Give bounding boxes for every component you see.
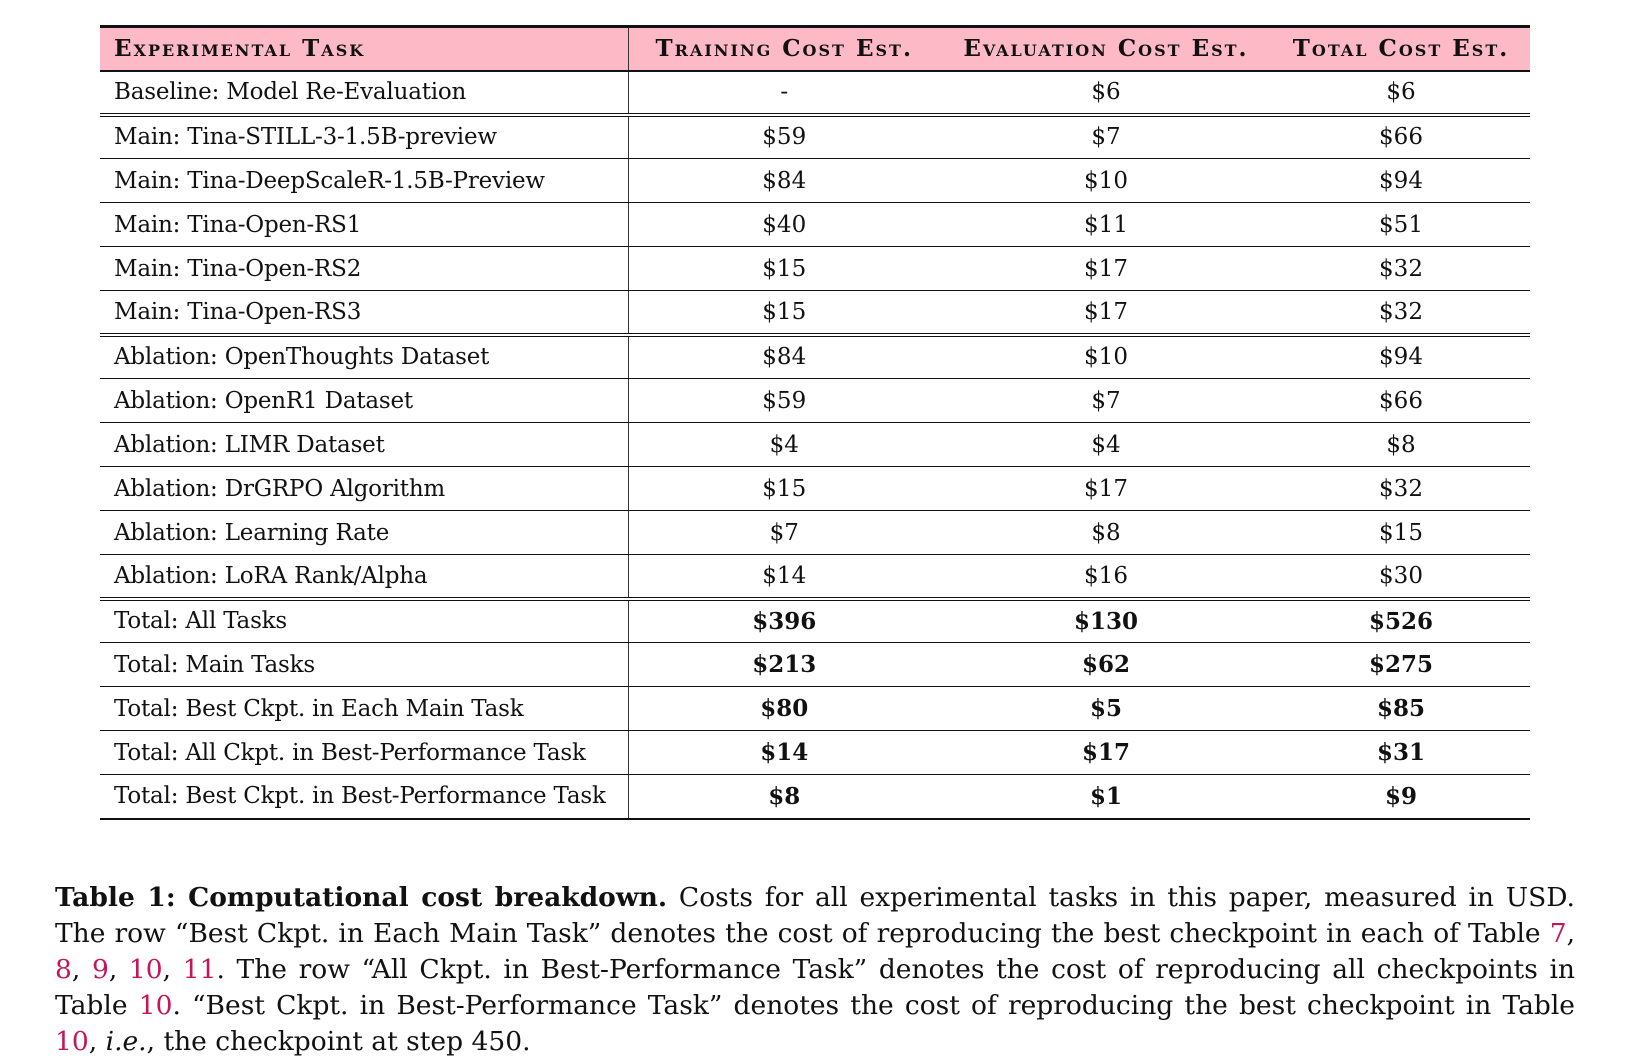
caption-text: , the checkpoint at step 450. [146,1026,531,1057]
evaluation-cost-cell: $17 [940,247,1272,291]
total-cost-cell: $275 [1272,643,1530,687]
caption-label: Table 1: Computational cost breakdown. [55,882,668,913]
caption-separator: , [162,954,183,985]
training-cost-cell: $84 [628,335,940,379]
table-ref-link[interactable]: 10 [138,990,173,1021]
table-ref-link[interactable]: 8 [55,954,72,985]
total-cost-cell: $32 [1272,291,1530,335]
table-row [100,423,1530,467]
evaluation-cost-cell: $6 [940,71,1272,115]
table-row [100,335,1530,379]
cost-table-container [100,25,1530,820]
task-cell: Ablation: LoRA Rank/Alpha [100,555,628,599]
total-cost-cell: $94 [1272,159,1530,203]
training-cost-cell: $213 [628,643,940,687]
training-cost-cell: $15 [628,247,940,291]
evaluation-cost-cell: $5 [940,687,1272,731]
cost-breakdown-table [100,25,1530,820]
table-row [100,687,1530,731]
training-cost-cell: $396 [628,599,940,643]
table-ref-link[interactable]: 9 [91,954,109,985]
total-cost-cell: $32 [1272,247,1530,291]
table-row [100,467,1530,511]
training-cost-cell: $59 [628,115,940,159]
evaluation-cost-cell: $17 [940,291,1272,335]
task-cell: Ablation: Learning Rate [100,511,628,555]
table-row [100,643,1530,687]
task-cell: Total: Best Ckpt. in Each Main Task [100,687,628,731]
total-cost-cell: $94 [1272,335,1530,379]
evaluation-cost-cell: $4 [940,423,1272,467]
total-cost-cell: $85 [1272,687,1530,731]
training-cost-cell: $84 [628,159,940,203]
evaluation-cost-cell: $7 [940,115,1272,159]
total-cost-cell: $66 [1272,379,1530,423]
total-cost-cell: $66 [1272,115,1530,159]
total-cost-cell: $30 [1272,555,1530,599]
table-row [100,247,1530,291]
task-cell: Ablation: OpenR1 Dataset [100,379,628,423]
table-ref-link[interactable]: 11 [182,954,217,985]
table-header-row [100,27,1530,71]
table-row [100,731,1530,775]
total-cost-cell: $32 [1272,467,1530,511]
total-cost-cell: $51 [1272,203,1530,247]
evaluation-cost-cell: $10 [940,159,1272,203]
caption-text: Costs for all experimental tasks in this paper, measured in USD. The row “Best Ckpt. in Each Main Task” denotes the cost of reproducing the best checkpoint in each of Table [55,882,1575,949]
table-row [100,291,1530,335]
header-experimental-task: Experimental Task [100,27,628,71]
total-cost-cell: $31 [1272,731,1530,775]
task-cell: Main: Tina-DeepScaleR-1.5B-Preview [100,159,628,203]
evaluation-cost-cell: $16 [940,555,1272,599]
evaluation-cost-cell: $130 [940,599,1272,643]
table-ref-link[interactable]: 10 [55,1026,89,1057]
evaluation-cost-cell: $62 [940,643,1272,687]
table-row [100,775,1530,819]
total-cost-cell: $15 [1272,511,1530,555]
task-cell: Total: Main Tasks [100,643,628,687]
training-cost-cell: $80 [628,687,940,731]
evaluation-cost-cell: $10 [940,335,1272,379]
training-cost-cell: - [628,71,940,115]
table-row [100,379,1530,423]
task-cell: Total: All Ckpt. in Best-Performance Task [100,731,628,775]
training-cost-cell: $59 [628,379,940,423]
total-cost-cell: $526 [1272,599,1530,643]
task-cell: Ablation: OpenThoughts Dataset [100,335,628,379]
training-cost-cell: $40 [628,203,940,247]
task-cell: Main: Tina-Open-RS2 [100,247,628,291]
evaluation-cost-cell: $8 [940,511,1272,555]
caption-separator: , [1566,918,1575,949]
caption-text: . “Best Ckpt. in Best-Performance Task” denotes the cost of reproducing the best checkpoint in Table [172,990,1575,1021]
training-cost-cell: $8 [628,775,940,819]
table-row [100,159,1530,203]
task-cell: Ablation: DrGRPO Algorithm [100,467,628,511]
table-caption [55,880,1575,1060]
task-cell: Main: Tina-Open-RS3 [100,291,628,335]
table-row [100,511,1530,555]
training-cost-cell: $14 [628,731,940,775]
training-cost-cell: $4 [628,423,940,467]
task-cell: Main: Tina-Open-RS1 [100,203,628,247]
training-cost-cell: $15 [628,467,940,511]
table-row [100,599,1530,643]
total-cost-cell: $9 [1272,775,1530,819]
header-training-cost: Training Cost Est. [628,27,940,71]
table-row [100,115,1530,159]
task-cell: Ablation: LIMR Dataset [100,423,628,467]
header-total-cost: Total Cost Est. [1272,27,1530,71]
table-ref-link[interactable]: 10 [128,954,163,985]
task-cell: Baseline: Model Re-Evaluation [100,71,628,115]
task-cell: Main: Tina-STILL-3-1.5B-preview [100,115,628,159]
caption-separator: , [71,954,92,985]
training-cost-cell: $15 [628,291,940,335]
table-row [100,555,1530,599]
task-cell: Total: Best Ckpt. in Best-Performance Task [100,775,628,819]
total-cost-cell: $6 [1272,71,1530,115]
evaluation-cost-cell: $11 [940,203,1272,247]
caption-text: . The row “All Ckpt. in Best-Performance Task” denotes the cost of reproducing all checkpoints in Table [55,954,1575,1021]
training-cost-cell: $7 [628,511,940,555]
caption-italic: i.e. [105,1026,147,1057]
evaluation-cost-cell: $1 [940,775,1272,819]
table-ref-link[interactable]: 7 [1549,918,1567,949]
table-row [100,203,1530,247]
caption-separator: , [108,954,129,985]
evaluation-cost-cell: $7 [940,379,1272,423]
total-cost-cell: $8 [1272,423,1530,467]
table-row [100,71,1530,115]
training-cost-cell: $14 [628,555,940,599]
evaluation-cost-cell: $17 [940,731,1272,775]
header-evaluation-cost: Evaluation Cost Est. [940,27,1272,71]
caption-text: , [88,1026,106,1057]
task-cell: Total: All Tasks [100,599,628,643]
evaluation-cost-cell: $17 [940,467,1272,511]
